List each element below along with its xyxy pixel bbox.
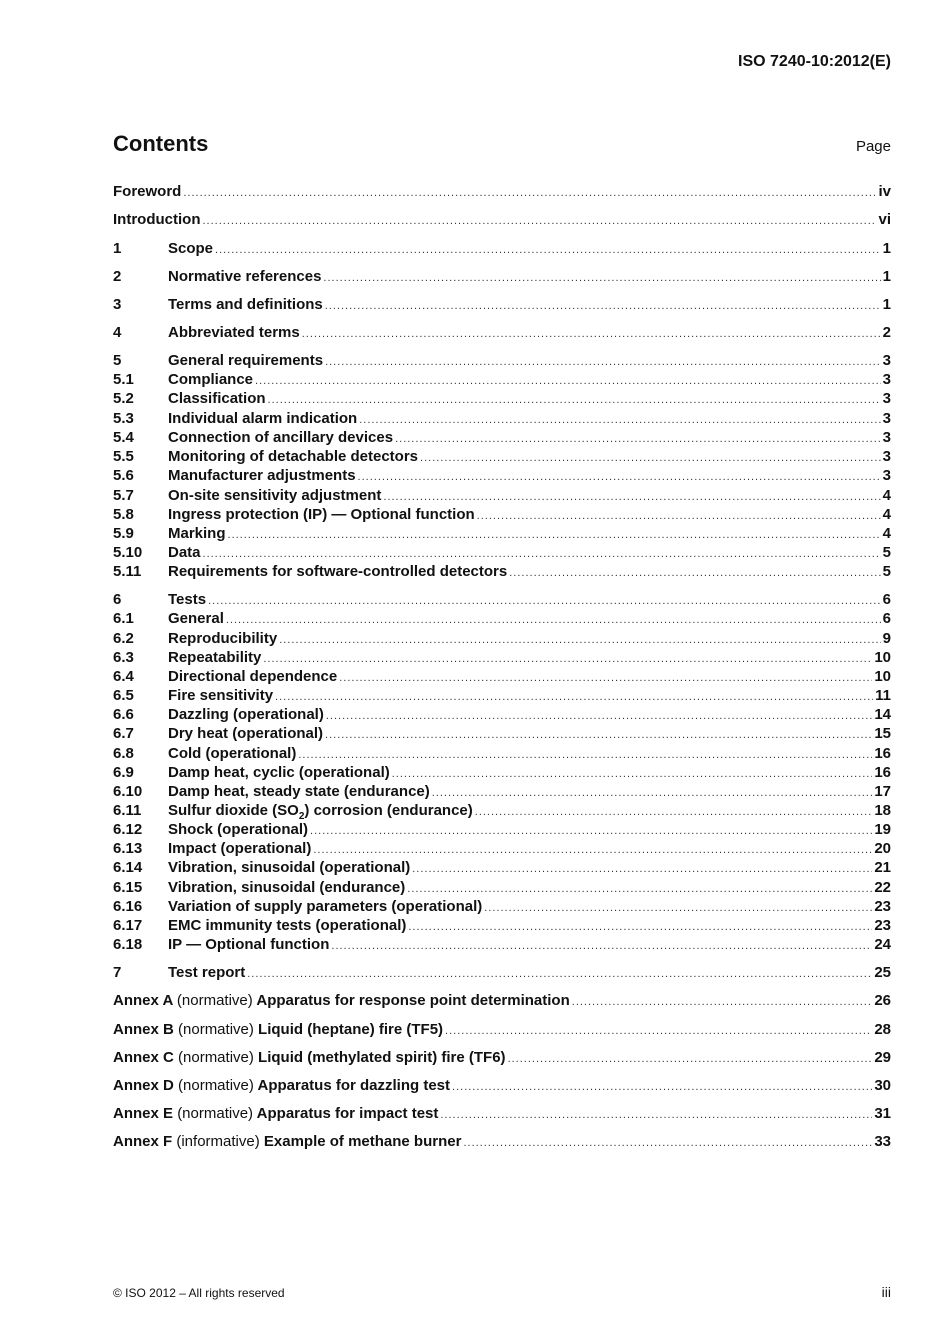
toc-entry[interactable] [113,487,891,506]
toc-number: 6.1 [113,610,134,627]
toc-title [168,802,473,822]
toc-entry[interactable] [113,745,891,764]
toc-entry[interactable] [113,879,891,898]
toc-title: Connection of ancillary devices [168,429,394,446]
toc-number: 6.6 [113,706,134,723]
toc-page: 23 [874,898,891,915]
toc-number: 6.7 [113,725,134,742]
dot-leader [202,215,876,227]
toc-number: 6.3 [113,649,134,666]
toc-title: Scope [168,240,214,257]
dot-leader [228,529,881,541]
toc-title: Test report [168,964,246,981]
toc-entry[interactable] [113,506,891,525]
toc-entry[interactable] [113,390,891,409]
toc-entry[interactable] [113,410,891,429]
toc-title: Repeatability [168,649,262,666]
dot-leader [339,672,872,684]
dot-leader [420,452,881,464]
dot-leader [215,244,881,256]
toc-number: 6.16 [113,898,143,915]
toc-page: 3 [882,390,891,407]
toc-number: 7 [113,964,122,981]
dot-leader [247,968,872,980]
toc-number: 6.18 [113,936,143,953]
toc-number: 5.7 [113,487,134,504]
toc-entry[interactable] [113,725,891,744]
toc-annex-entry[interactable] [113,992,891,1011]
annex-heading [113,992,570,1009]
dot-leader [412,863,872,875]
toc-page: 22 [874,879,891,896]
page-column-label: Page [855,138,891,155]
toc-annex-entry[interactable] [113,1105,891,1124]
toc-entry[interactable] [113,467,891,486]
toc-number: 5.11 [113,563,142,580]
toc-page: 26 [874,992,891,1009]
annex-label: Annex A [113,992,173,1009]
toc-number: 5 [113,352,122,369]
toc-page: 3 [882,448,891,465]
toc-page: 18 [874,802,891,819]
toc-number: 5.2 [113,390,134,407]
toc-title: Classification [168,390,266,407]
toc-entry[interactable] [113,840,891,859]
page-number: iii [881,1284,891,1300]
toc-page: 11 [875,687,891,704]
toc-page: 10 [874,668,891,685]
dot-leader [203,548,881,560]
annex-label: Annex B [113,1021,174,1038]
toc-number: 5.6 [113,467,134,484]
toc-title: Cold (operational) [168,745,297,762]
annex-kind: (normative) [178,1049,254,1066]
toc-entry[interactable] [113,687,891,706]
toc-entry[interactable] [113,448,891,467]
toc-page: 24 [874,936,891,953]
toc-number: 6.10 [113,783,143,800]
toc-page: 3 [882,352,891,369]
dot-leader [208,595,881,607]
toc-entry[interactable] [113,544,891,563]
toc-page: 15 [874,725,891,742]
annex-heading [113,1021,443,1038]
toc-annex-entry[interactable] [113,1077,891,1096]
toc-page: 3 [882,371,891,388]
toc-title: Terms and definitions [168,296,323,313]
toc-entry[interactable] [113,240,891,259]
toc-page: 16 [874,745,891,762]
toc-entry[interactable] [113,859,891,878]
dot-leader [263,653,872,665]
toc-page: 31 [874,1105,891,1122]
toc-title: Ingress protection (IP) — Optional function [168,506,475,523]
toc-title: Manufacturer adjustments [168,467,356,484]
toc-number: 6 [113,591,122,608]
toc-entry[interactable] [113,324,891,343]
toc-page: 25 [874,964,891,981]
toc-number: 6.11 [113,802,142,819]
toc-title: Individual alarm indication [168,410,358,427]
annex-title: Liquid (methylated spirit) fire (TF6) [258,1049,506,1066]
annex-label: Annex D [113,1077,174,1094]
annex-kind: (normative) [176,992,253,1009]
toc-number: 5.8 [113,506,134,523]
toc-number: 2 [113,268,122,285]
dot-leader [408,921,872,933]
toc-number: 6.13 [113,840,143,857]
toc-title: IP — Optional function [168,936,330,953]
dot-leader [392,768,873,780]
toc-entry[interactable] [113,352,891,371]
dot-leader [310,825,872,837]
toc-annex-entry[interactable] [113,1133,891,1152]
toc-entry[interactable] [113,268,891,287]
toc-title: Tests [168,591,207,608]
toc-entry-introduction[interactable] [113,211,891,230]
dot-leader [407,883,872,895]
toc-page: 10 [874,649,891,666]
dot-leader [325,300,881,312]
toc-entry[interactable] [113,917,891,936]
annex-heading [113,1049,506,1066]
toc-title: Vibration, sinusoidal (operational) [168,859,411,876]
toc-page: 6 [882,610,891,627]
toc-entry[interactable] [113,371,891,390]
toc-title: Marking [168,525,226,542]
toc-entry[interactable] [113,610,891,629]
dot-leader [313,844,872,856]
toc-entry[interactable] [113,296,891,315]
toc-page: 3 [882,467,891,484]
toc-title: Shock (operational) [168,821,309,838]
toc-page: 5 [882,544,891,561]
document-id: ISO 7240-10:2012(E) [738,53,891,70]
dot-leader [331,940,872,952]
toc-page: 2 [882,324,891,341]
toc-entry-foreword[interactable] [113,183,891,202]
toc-page: 29 [874,1049,891,1066]
toc-page: 1 [882,268,891,285]
dot-leader [275,691,873,703]
toc-title: Variation of supply parameters (operational) [168,898,483,915]
toc-title: Abbreviated terms [168,324,300,341]
dot-leader [432,787,873,799]
toc-page: 3 [882,429,891,446]
annex-kind: (normative) [178,1077,254,1094]
toc-number: 6.14 [113,859,143,876]
toc-page: 16 [874,764,891,781]
toc-page: 33 [874,1133,891,1150]
contents-title: Contents [113,131,209,156]
annex-heading [113,1133,461,1150]
annex-heading [113,1105,438,1122]
dot-leader [325,356,881,368]
annex-title: Liquid (heptane) fire (TF5) [258,1021,444,1038]
toc-number: 6.15 [113,879,143,896]
toc-title: Requirements for software-controlled detectors [168,563,508,580]
toc-entry[interactable] [113,525,891,544]
toc-title: Dry heat (operational) [168,725,324,742]
toc-entry[interactable] [113,563,891,582]
dot-leader [359,414,880,426]
toc-entry[interactable] [113,706,891,725]
annex-label: Annex C [113,1049,174,1066]
toc-number: 5.1 [113,371,134,388]
toc-entry[interactable] [113,649,891,668]
toc-title-part: ) corrosion (endurance) [304,802,473,819]
toc-number: 6.17 [113,917,143,934]
toc-title: Data [168,544,201,561]
toc-title: Vibration, sinusoidal (endurance) [168,879,406,896]
toc-entry[interactable] [113,898,891,917]
dot-leader [508,1053,873,1065]
toc-title: Damp heat, steady state (endurance) [168,783,430,800]
toc-title: Impact (operational) [168,840,312,857]
toc-title-subscript: 2 [298,811,305,822]
toc-entry[interactable] [113,783,891,802]
toc-page: 14 [874,706,891,723]
toc-page: 4 [882,487,891,504]
toc-annex-entry[interactable] [113,1021,891,1040]
toc-entry[interactable] [113,630,891,649]
toc-entry[interactable] [113,802,891,821]
annex-title: Example of methane burner [263,1133,462,1150]
toc-page: 20 [874,840,891,857]
dot-leader [383,491,880,503]
toc-page: 3 [882,410,891,427]
dot-leader [226,614,881,626]
annex-title: Apparatus for impact test [256,1105,439,1122]
toc-page: 1 [882,240,891,257]
toc-entry[interactable] [113,429,891,448]
toc-title: Directional dependence [168,668,338,685]
toc-page: 1 [882,296,891,313]
toc-title: EMC immunity tests (operational) [168,917,407,934]
annex-kind: (informative) [176,1133,260,1150]
toc-annex-entry[interactable] [113,1049,891,1068]
toc-number: 6.8 [113,745,134,762]
annex-title: Apparatus for dazzling test [257,1077,451,1094]
dot-leader [484,902,872,914]
dot-leader [477,510,881,522]
toc-entry[interactable] [113,964,891,983]
toc-title: On-site sensitivity adjustment [168,487,382,504]
annex-label: Annex E [113,1105,174,1122]
dot-leader [475,806,873,818]
toc-number: 5.10 [113,544,143,561]
dot-leader [302,328,881,340]
toc-title-part: Sulfur dioxide (SO [168,802,299,819]
annex-heading [113,1077,450,1094]
dot-leader [572,996,873,1008]
toc-title: General requirements [168,352,324,369]
toc-entry[interactable] [113,821,891,840]
toc-title: Monitoring of detachable detectors [168,448,419,465]
toc-title: Foreword [113,183,182,200]
toc-number: 4 [113,324,122,341]
toc-title: Normative references [168,268,322,285]
toc-page: 6 [882,591,891,608]
toc-title: Compliance [168,371,254,388]
dot-leader [323,272,880,284]
toc-entry[interactable] [113,591,891,610]
dot-leader [268,394,881,406]
toc-entry[interactable] [113,764,891,783]
annex-title: Apparatus for response point determination [256,992,570,1009]
copyright-notice: © ISO 2012 – All rights reserved [113,1286,285,1300]
annex-kind: (normative) [178,1021,254,1038]
dot-leader [183,187,876,199]
toc-page: 30 [874,1077,891,1094]
toc-number: 6.12 [113,821,143,838]
annex-label: Annex F [113,1133,173,1150]
dot-leader [326,710,872,722]
dot-leader [463,1137,872,1149]
toc-entry[interactable] [113,668,891,687]
toc-title: Fire sensitivity [168,687,274,704]
toc-page: iv [878,183,891,200]
toc-number: 6.4 [113,668,134,685]
annex-kind: (normative) [177,1105,254,1122]
toc-number: 6.9 [113,764,134,781]
toc-page: 5 [882,563,891,580]
toc-title: Damp heat, cyclic (operational) [168,764,390,781]
dot-leader [255,375,881,387]
toc-number: 5.3 [113,410,134,427]
dot-leader [445,1025,872,1037]
dot-leader [298,749,872,761]
dot-leader [279,634,880,646]
toc-number: 5.4 [113,429,134,446]
toc-entry[interactable] [113,936,891,955]
dot-leader [509,567,880,579]
toc-title: Introduction [113,211,201,228]
toc-page: 19 [874,821,891,838]
dot-leader [325,729,872,741]
toc-page: 9 [882,630,891,647]
toc-number: 5.9 [113,525,134,542]
toc-page: 17 [874,783,891,800]
toc-number: 6.2 [113,630,134,647]
toc-number: 1 [113,240,122,257]
toc-page: 23 [874,917,891,934]
toc-number: 3 [113,296,122,313]
dot-leader [452,1081,872,1093]
toc-number: 6.5 [113,687,134,704]
dot-leader [395,433,881,445]
toc-number: 5.5 [113,448,134,465]
toc-title: Dazzling (operational) [168,706,324,723]
toc-page: 4 [882,525,891,542]
toc-page: 28 [874,1021,891,1038]
dot-leader [358,471,881,483]
toc-page: 21 [874,859,891,876]
toc-title: General [168,610,224,627]
toc-title: Reproducibility [168,630,278,647]
dot-leader [440,1109,872,1121]
toc-page: 4 [882,506,891,523]
toc-page: vi [878,211,891,228]
